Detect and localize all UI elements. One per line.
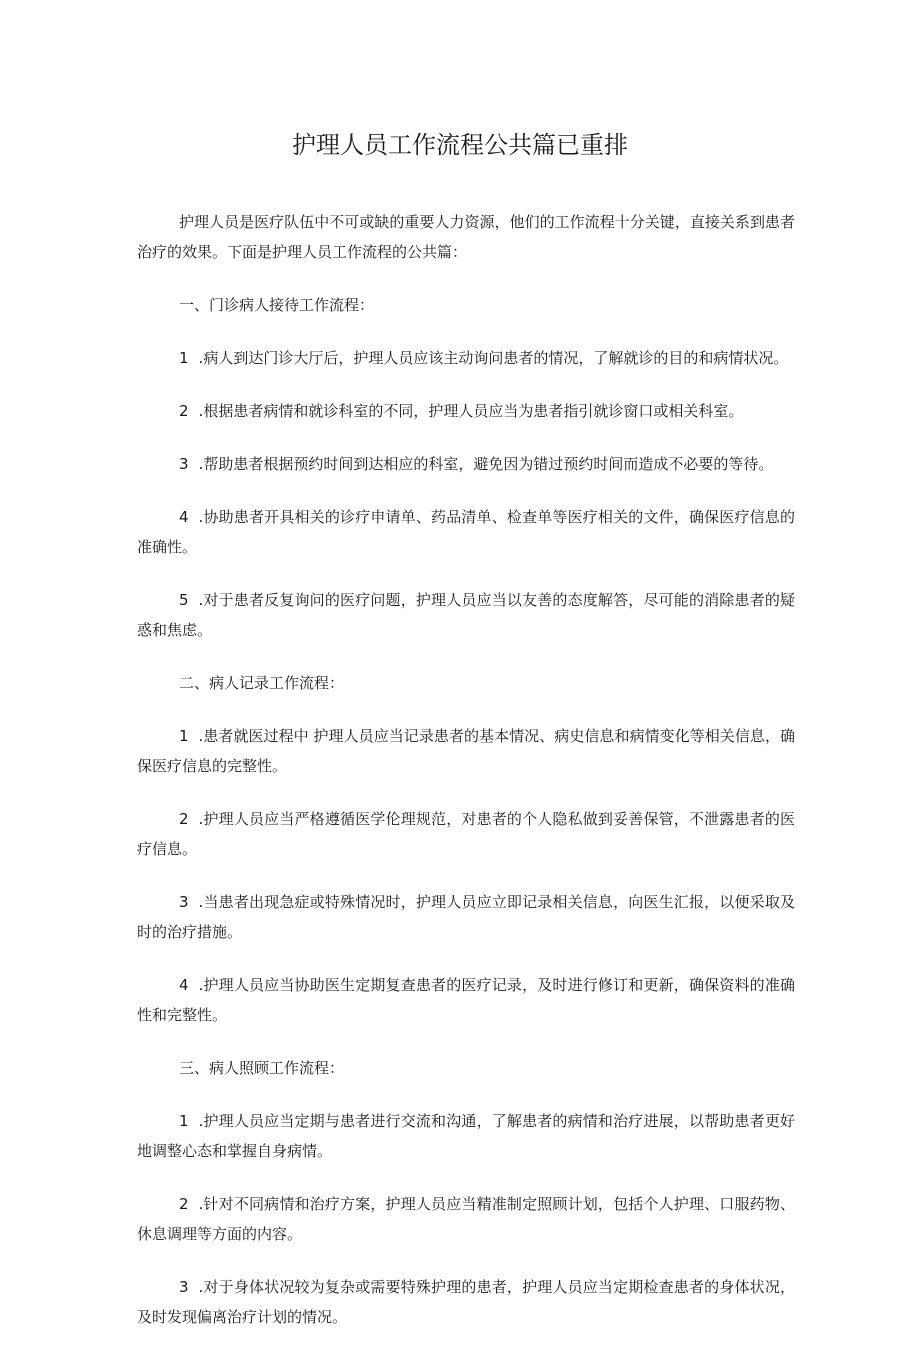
list-item	[137, 1189, 795, 1249]
item-number: 3	[179, 1278, 189, 1296]
item-text: .根据患者病情和就诊科室的不同，护理人员应当为患者指引就诊窗口或相关科室。	[198, 402, 744, 420]
item-text: .针对不同病情和治疗方案，护理人员应当精准制定照顾计划，包括个人护理、口服药物、休息调理等方面的内容。	[137, 1195, 795, 1243]
item-text: .护理人员应当严格遵循医学伦理规范，对患者的个人隐私做到妥善保管，不泄露患者的医疗信息。	[137, 810, 795, 858]
item-number: 4	[179, 508, 189, 526]
document-body	[137, 207, 795, 1355]
item-text: .协助患者开具相关的诊疗申请单、药品清单、检查单等医疗相关的文件，确保医疗信息的准确性。	[137, 508, 795, 556]
item-number: 2	[179, 810, 189, 828]
item-number: 3	[179, 893, 189, 911]
item-number: 1	[179, 727, 189, 745]
item-text: .护理人员应当定期与患者进行交流和沟通，了解患者的病情和治疗进展，以帮助患者更好地调整心态和掌握自身病情。	[137, 1112, 795, 1160]
list-item	[137, 502, 795, 562]
item-number: 1	[179, 349, 189, 367]
section-heading: 二、病人记录工作流程：	[179, 674, 345, 692]
item-number: 2	[179, 1195, 189, 1213]
list-item	[137, 887, 795, 947]
section-heading: 一、门诊病人接待工作流程：	[179, 296, 375, 314]
list-item	[137, 343, 795, 373]
list-item	[137, 449, 795, 479]
item-number: 2	[179, 402, 189, 420]
item-number: 4	[179, 976, 189, 994]
item-number: 1	[179, 1112, 189, 1130]
item-number: 5	[179, 591, 189, 609]
item-text: .患者就医过程中 护理人员应当记录患者的基本情况、病史信息和病情变化等相关信息，确保医疗信息的完整性。	[137, 727, 795, 775]
intro-paragraph: 护理人员是医疗队伍中不可或缺的重要人力资源，他们的工作流程十分关键，直接关系到患者治疗的效果。下面是护理人员工作流程的公共篇：	[137, 213, 795, 261]
list-item	[137, 396, 795, 426]
item-text: .当患者出现急症或特殊情况时，护理人员应立即记录相关信息，向医生汇报，以便采取及时的治疗措施。	[137, 893, 795, 941]
list-item	[137, 585, 795, 645]
item-text: .对于患者反复询问的医疗问题，护理人员应当以友善的态度解答，尽可能的消除患者的疑惑和焦虑。	[137, 591, 795, 639]
list-item	[137, 970, 795, 1030]
list-item	[137, 804, 795, 864]
item-text: .病人到达门诊大厅后，护理人员应该主动询问患者的情况，了解就诊的目的和病情状况。	[198, 349, 789, 367]
list-item	[137, 721, 795, 781]
item-text: .帮助患者根据预约时间到达相应的科室，避免因为错过预约时间而造成不必要的等待。	[198, 455, 774, 473]
item-number: 3	[179, 455, 189, 473]
item-text: .护理人员应当协助医生定期复查患者的医疗记录，及时进行修订和更新，确保资料的准确性和完整性。	[137, 976, 795, 1024]
list-item	[137, 1106, 795, 1166]
list-item	[137, 1272, 795, 1332]
section-heading: 三、病人照顾工作流程：	[179, 1059, 345, 1077]
document-title: 护理人员工作流程公共篇已重排	[292, 131, 628, 159]
item-text: .对于身体状况较为复杂或需要特殊护理的患者，护理人员应当定期检查患者的身体状况，及时发现偏离治疗计划的情况。	[137, 1278, 795, 1326]
